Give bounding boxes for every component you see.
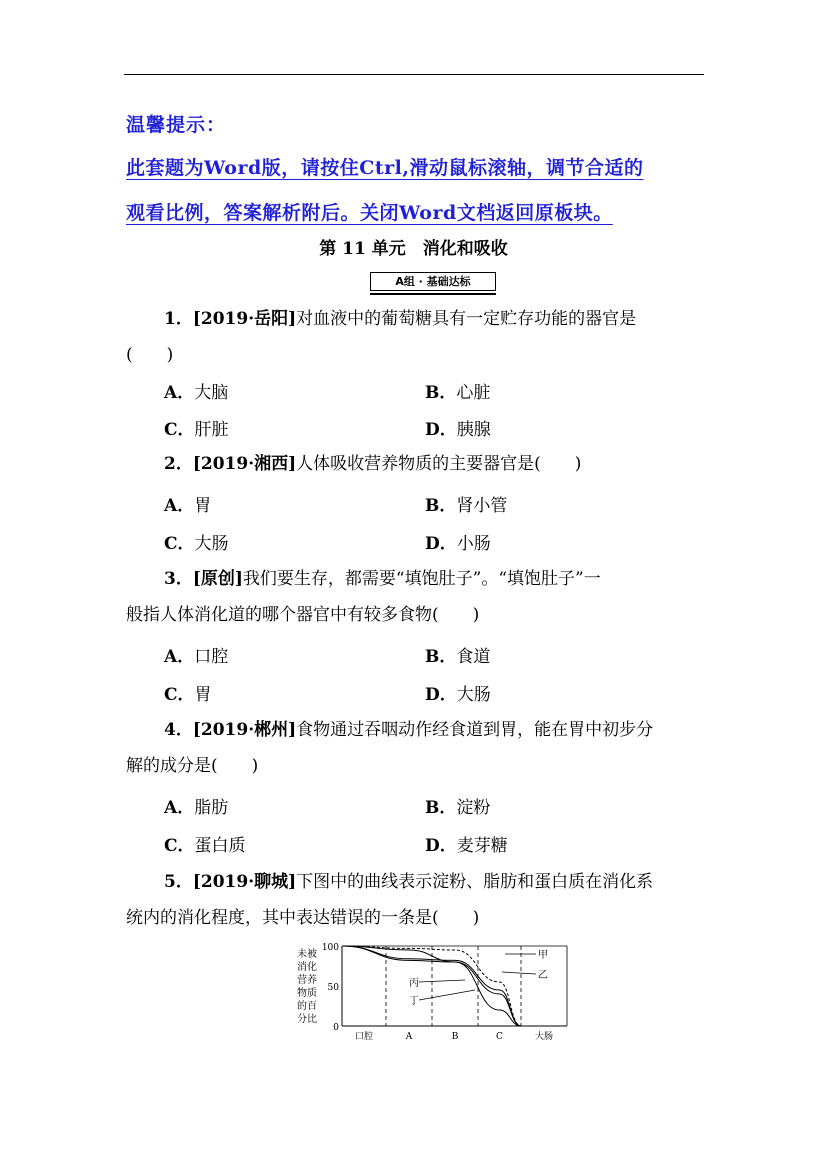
x-axis-categories (355, 1030, 553, 1042)
q2-option-c: C．大肠 (164, 534, 229, 554)
series-line-丙 (342, 946, 521, 1026)
q4-option-c: C．蛋白质 (164, 836, 246, 856)
y-label-char: 的百 (297, 1001, 317, 1012)
x-category-label: A (405, 1032, 413, 1042)
question-number: 2． (164, 454, 193, 474)
q4-option-d: D．麦芽糖 (425, 836, 508, 856)
y-tick-label: 50 (327, 983, 339, 993)
q1-option-d: D．胰腺 (425, 420, 491, 440)
question-3 (126, 561, 704, 633)
y-label-char: 分比 (297, 1014, 317, 1025)
question-source: [原创] (192, 569, 243, 589)
question-text-cont: ( ) (126, 345, 174, 365)
question-5 (126, 864, 704, 936)
q1-option-b: B．心脏 (425, 383, 491, 403)
q3-option-b: B．食道 (425, 647, 491, 667)
q3-option-a: A．口腔 (164, 647, 229, 667)
q4-option-b: B．淀粉 (425, 798, 491, 818)
question-text: 对血液中的葡萄糖具有一定贮存功能的器官是 (296, 309, 637, 329)
question-text-cont: 般指人体消化道的哪个器官中有较多食物( ) (126, 605, 480, 625)
series-leader-丁 (419, 990, 475, 1000)
question-1 (126, 301, 704, 373)
series-line-甲 (342, 946, 521, 1026)
question-source: [2019·郴州] (192, 720, 297, 740)
series-label-乙: 乙 (538, 970, 548, 981)
section-badge: A组 · 基础达标 (370, 272, 496, 291)
question-4 (126, 712, 704, 784)
question-text: 下图中的曲线表示淀粉、脂肪和蛋白质在消化系 (296, 872, 654, 892)
series-line-乙 (342, 946, 521, 1026)
q3-option-d: D．大肠 (425, 685, 491, 705)
y-axis-ticks (322, 943, 339, 1033)
y-label-char: 未被 (297, 949, 317, 960)
tip-line-2[interactable]: 观看比例，答案解析附后。关闭Word文档返回原板块。 (126, 202, 613, 224)
question-number: 4． (164, 720, 193, 740)
tip-title: 温馨提示： (126, 114, 227, 136)
region-dividers (386, 946, 521, 1026)
q1-option-c: C．肝脏 (164, 420, 229, 440)
question-text: 食物通过吞咽动作经食道到胃，能在胃中初步分 (296, 720, 654, 740)
question-2 (126, 446, 704, 482)
series-leader-丙 (419, 980, 465, 982)
series-label-丙: 丙 (409, 978, 419, 989)
tip-line-1[interactable]: 此套题为Word版，请按住Ctrl,滑动鼠标滚轴，调节合适的 (126, 157, 644, 179)
question-source: [2019·湘西] (192, 454, 297, 474)
question-text: 人体吸收营养物质的主要器官是( ) (296, 454, 582, 474)
q4-option-a: A．脂肪 (164, 798, 229, 818)
series-leaders (409, 949, 548, 1007)
y-label-char: 消化 (297, 962, 317, 973)
y-axis-label (297, 947, 317, 1025)
q2-option-a: A．胃 (164, 496, 212, 516)
y-tick-label: 0 (333, 1023, 339, 1033)
series-line-丁 (342, 946, 521, 1026)
y-label-char: 物质 (297, 988, 317, 999)
question-number: 3． (164, 569, 193, 589)
x-category-label: 大肠 (534, 1032, 554, 1042)
question-source: [2019·聊城] (192, 872, 297, 892)
y-label-char: 营养 (297, 975, 317, 986)
x-category-label: C (496, 1032, 503, 1042)
series-label-丁: 丁 (409, 996, 419, 1007)
q3-option-c: C．胃 (164, 685, 212, 705)
question-source: [2019·岳阳] (192, 309, 297, 329)
q2-option-b: B．肾小管 (425, 496, 508, 516)
digestion-chart (295, 938, 575, 1046)
y-tick-label: 100 (321, 943, 339, 953)
question-number: 5． (164, 872, 193, 892)
series-label-甲: 甲 (538, 950, 548, 961)
question-text: 我们要生存，都需要“填饱肚子”。“填饱肚子”一 (242, 569, 601, 589)
x-category-label: 口腔 (354, 1032, 374, 1042)
x-category-label: B (451, 1032, 459, 1042)
q2-option-d: D．小肠 (425, 534, 491, 554)
question-number: 1． (164, 309, 193, 329)
question-text-cont: 解的成分是( ) (126, 756, 259, 776)
series-lines (342, 946, 521, 1026)
series-leader-乙 (502, 972, 536, 974)
question-text-cont: 统内的消化程度，其中表达错误的一条是( ) (126, 908, 480, 928)
unit-title: 第 11 单元 消化和吸收 (319, 239, 508, 259)
q1-option-a: A．大脑 (164, 383, 229, 403)
header-rule (124, 74, 704, 75)
